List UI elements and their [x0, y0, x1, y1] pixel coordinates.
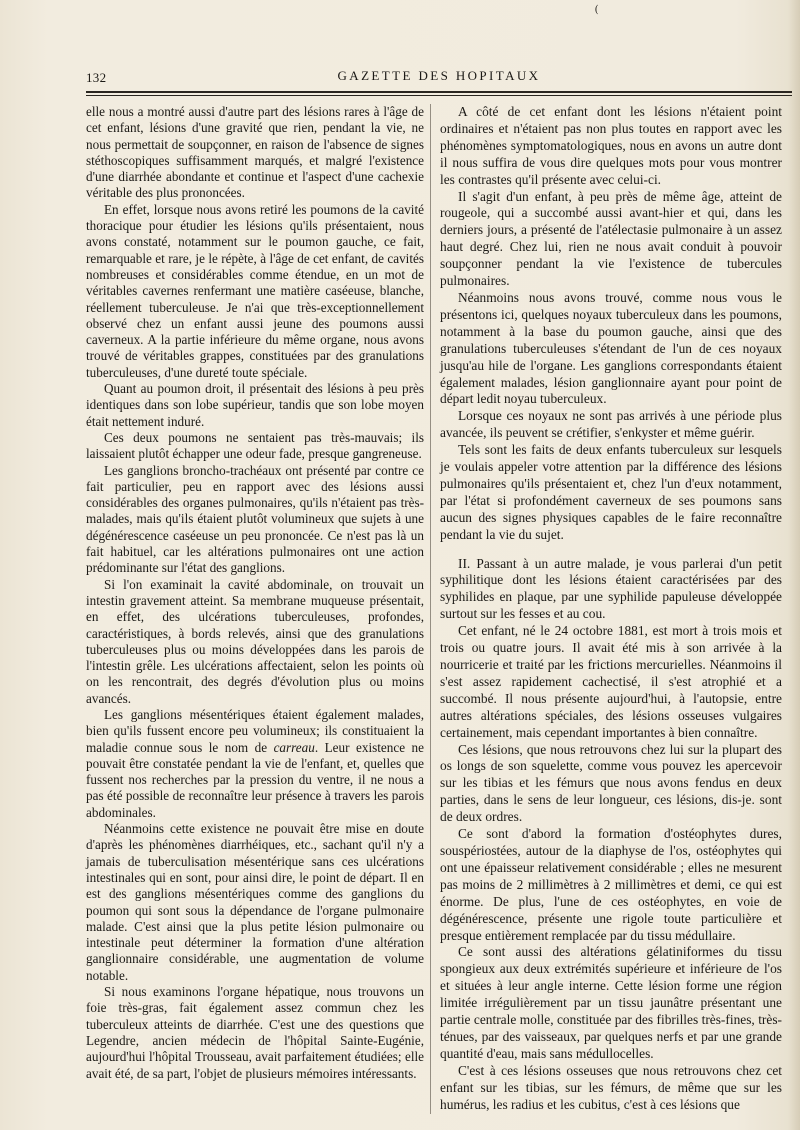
header-rule-thick [86, 91, 792, 93]
page-number: 132 [86, 70, 107, 85]
header-rule-thin [86, 95, 792, 96]
italic-term: carreau [273, 739, 315, 755]
paragraph: Quant au poumon droit, il présentait des lésions à peu près identiques dans son lobe supérieur, tandis que son lobe moyen était nettement induré. [86, 381, 424, 429]
paragraph: Néanmoins cette existence ne pouvait être mise en doute d'après les phénomènes diarrhéiques, etc., sachant qu'il n'y a jamais de tuberculisation mésentérique sans ces ulcérations intestinales qui en sont, pour ainsi dire, le point de départ. Il en est des ganglions mésentériques comme des ganglions du poumon qui sont sous la dépendance de l'organe pulmonaire malade. C'est ainsi que la plus petite lésion pulmonaire ou intestinale peut déterminer la formation d'une altération ganglionnaire considérable, une augmentation de volume notable. [86, 821, 424, 983]
paragraph: Tels sont les faits de deux enfants tuberculeux sur lesquels je voulais appeler votre attention par la différence des lésions pulmonaires qu'ils présentaient et, chez l'un d'eux notamment, par l'état si profondément caverneux de ses poumons sans aucun des signes physiques capables de le faire reconnaître pendant la vie du sujet. [440, 442, 782, 542]
paragraph [86, 707, 424, 821]
text-run: . Leur existence ne pouvait être constatée pendant la vie de l'enfant, et, quelles que fussent nos recherches par la pression du ventre, il ne nous a pas été possible de reconnaître leur présence à travers les parois abdominales. [86, 739, 424, 820]
right-column [440, 104, 782, 1113]
top-margin-mark: ( [595, 4, 599, 15]
section-paragraph: II. Passant à un autre malade, je vous parlerai d'un petit syphilitique dont les lésions étaient caractérisées par des syphilides en plaque, par une syphilide papuleuse développée surtout sur les fesses et au cou. [440, 555, 782, 622]
paragraph: elle nous a montré aussi d'autre part des lésions rares à l'âge de cet enfant, lésions d'une gravité que rien, pendant la vie, ne nous permettait de soupçonner, en raison de l'absence de signes stéthoscopiques suffisamment marqués, et malgré l'existence d'une diarrhée abondante et continue et l'aspect d'une cachexie véritable des plus prononcées. [86, 104, 424, 201]
paragraph: Ce sont d'abord la formation d'ostéophytes dures, souspériostées, autour de la diaphyse de l'os, ostéophytes qui ont une épaisseur relativement considérable ; elles ne mesurent pas moins de 2 millimètres à 2 millimètres et demi, ce qui est énorme. De plus, l'une de ces ostéophytes, en voie de dégénérescence, présente une rigole toute particulière et presque entièrement remplacée par du tissu médullaire. [440, 826, 782, 943]
paragraph: Ces lésions, que nous retrouvons chez lui sur la plupart des os longs de son squelette, comme vous pouvez les apercevoir sur les tibias et les fémurs que nous avons fendus en deux parties, dans le sens de leur longueur, ces lésions, dis-je. sont de deux ordres. [440, 741, 782, 825]
journal-title: GAZETTE DES HOPITAUX [337, 68, 541, 83]
paragraph: Néanmoins nous avons trouvé, comme nous vous le présentons ici, quelques noyaux tuberculeux dans les poumons, notamment à la base du poumon gauche, ainsi que des granulations tuberculeuses s'étendant de l'un de ces noyaux jusqu'au hile de l'organe. Les ganglions correspondants étaient également malades, lésion ganglionnaire ayant pour point de départ ledit noyau tuberculeux. [440, 289, 782, 407]
paragraph: Ces deux poumons ne sentaient pas très-mauvais; ils laissaient plutôt échapper une odeur fade, presque gangreneuse. [86, 429, 424, 462]
text-run: Les ganglions mésentériques étaient également malades, bien qu'ils fussent encore peu volumineux; ils constituaient la maladie connue sous le nom de [86, 706, 424, 755]
paragraph: Il s'agit d'un enfant, à peu près de même âge, atteint de rougeole, qui a succombé aussi avant-hier et qui, dans les derniers jours, a présenté de l'atélectasie pulmonaire à un assez haut degré. Chez lui, rien ne nous avait conduit à pouvoir soupçonner pendant la vie l'existence de tubercules pulmonaires. [440, 188, 782, 289]
paragraph: A côté de cet enfant dont les lésions n'étaient point ordinaires et n'étaient pas non plus toutes en rapport avec les phénomènes symptomatologiques, nous en avons un autre dont il nous suffira de vous dire quelques mots pour vous montrer les contrastes qu'il présente avec celui-ci. [440, 104, 782, 187]
paragraph: Si l'on examinait la cavité abdominale, on trouvait un intestin gravement atteint. Sa membrane muqueuse présentait, en effet, des ulcérations tuberculeuses, profondes, caractéristiques, à bords relevés, ainsi que des granulations tuberculeuses plus ou moins développées dans les parois de l'intestin grêle. Les ulcérations affectaient, selon les points où on les rencontrait, des degrés d'évolution plus ou moins avancés. [86, 576, 424, 706]
paragraph: C'est à ces lésions osseuses que nous retrouvons chez cet enfant sur les tibias, sur les fémurs, de même que sur les humérus, les radius et les cubitus, c'est à ces lésions que [440, 1062, 782, 1112]
left-column [86, 104, 424, 1082]
paragraph: En effet, lorsque nous avons retiré les poumons de la cavité thoracique pour étudier les lésions qu'ils présentaient, nous avons constaté, notamment sur le poumon gauche, ce fait, remarquable et rare, je le répète, à l'âge de cet enfant, de cavités nombreuses et considérables comme étendue, en un mot de véritables cavernes renfermant une matière caséeuse, blanche, réellement tuberculeuse. Je n'ai que très-exceptionnellement observé chez un enfant aussi jeune des poumons aussi caverneux. A la partie inférieure du même organe, nous avons trouvé de véritables grappes, constituées par des granulations tuberculeuses, d'une dureté toute spéciale. [86, 201, 424, 380]
paragraph: Lorsque ces noyaux ne sont pas arrivés à une période plus avancée, ils peuvent se crétifier, s'enkyster et même guérir. [440, 408, 782, 441]
page-edge-shadow [788, 0, 800, 1130]
paragraph: Ce sont aussi des altérations gélatiniformes du tissu spongieux aux deux extrémités supérieure et inférieure de l'os et situées à leur angle interne. Cette lésion forme une région limitée irrégulièrement par un tissu jaunâtre présentant une partie centrale molle, constituée par des fibrilles très-fines, très-ténues, par des vaisseaux, par quelques nerfs et par une grande quantité d'eau, mais sans médullocelles. [440, 944, 782, 1061]
page-header [86, 66, 792, 88]
column-divider [430, 104, 431, 1114]
paragraph: Si nous examinons l'organe hépatique, nous trouvons un foie très-gras, fait également assez commun chez les tuberculeux atteints de diarrhée. C'est une des questions que Legendre, ancien médecin de l'hôpital Sainte-Eugénie, aujourd'hui l'hôpital Trousseau, avait parfaitement étudiées; elle avait été, de sa part, l'objet de plusieurs mémoires intéressants. [86, 984, 424, 1081]
paragraph: Cet enfant, né le 24 octobre 1881, est mort à trois mois et trois ou quatre jours. Il avait été mis à son arrivée à la nourricerie et traité par les frictions mercurielles. Néanmoins il s'est assez rapidement cachectisé, il s'est atrophié et a succombé. Il nous présente aujourd'hui, à l'autopsie, entre autres altérations spéciales, des lésions osseuses vulgaires certainement, mais cependant importantes à bien connaître. [440, 623, 782, 740]
paragraph: Les ganglions broncho-trachéaux ont présenté par contre ce fait particulier, peu en rapport avec des lésions aussi considérables des organes pulmonaires, qu'ils n'étaient pas très-malades, mais qu'ils étaient plutôt volumineux que sujets à une dégénérescence caséeuse un peu prononcée. Ce n'est pas là un fait habituel, car les altérations pulmonaires ont une action prédominante sur l'état des ganglions. [86, 462, 424, 576]
